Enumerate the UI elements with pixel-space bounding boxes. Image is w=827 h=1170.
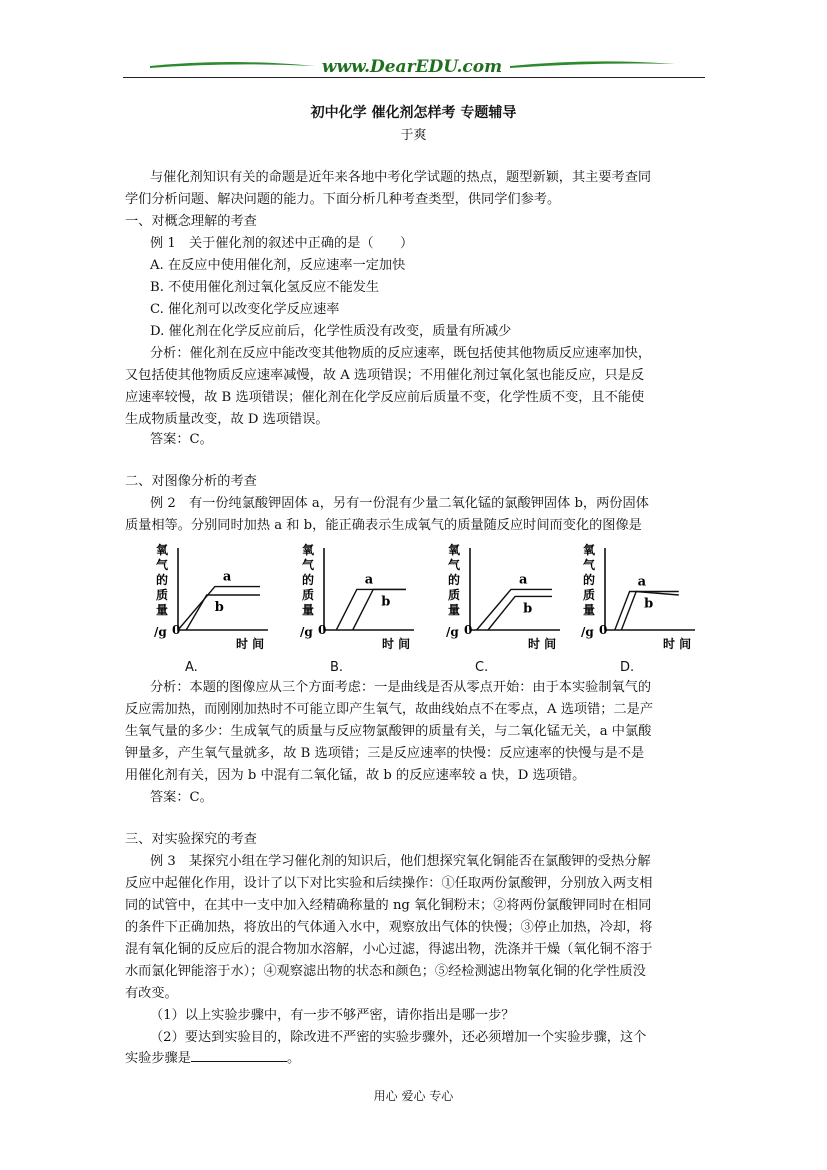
y-label-char: 气	[155, 558, 169, 572]
intro-line: 与催化剂知识有关的命题是近年来各地中考化学试题的热点，题型新颖，其主要考查同	[150, 170, 652, 185]
series-label-b: b	[644, 596, 654, 612]
question: 例 1 关于催化剂的叙述中正确的是（ ）	[150, 236, 414, 251]
series-line-b	[353, 589, 406, 630]
x-axis-label: 时 间	[382, 637, 411, 651]
answer-prompt: 实验步骤是	[125, 1051, 191, 1066]
y-label-char: 质	[582, 588, 596, 602]
series-line-a	[336, 589, 406, 630]
question: 有改变。	[125, 986, 178, 1001]
y-label-char: 氧	[582, 543, 596, 557]
section-heading: 一、对概念理解的考查	[125, 214, 257, 229]
origin-label: 0	[599, 623, 608, 637]
series-label-a: a	[364, 572, 374, 588]
y-label-char: 质	[155, 588, 169, 602]
chart-option-label: A.	[185, 660, 198, 675]
origin-label: 0	[464, 623, 473, 637]
x-axis-label: 时 间	[236, 637, 265, 651]
end-mark: 。	[286, 1051, 301, 1066]
intro-line: 学们分析问题、解决问题的能力。下面分析几种考查类型，供同学们参考。	[125, 192, 561, 207]
series-label-b: b	[214, 600, 224, 615]
y-label-char: 气	[447, 558, 461, 572]
y-label-char: 的	[155, 573, 169, 587]
y-label-char: 量	[447, 603, 461, 617]
origin-label: 0	[172, 623, 181, 637]
y-label-char: 量	[301, 603, 315, 617]
y-unit: /g	[446, 625, 459, 639]
answer-blank[interactable]	[191, 1048, 287, 1062]
chart-option-label: C.	[475, 660, 489, 675]
analysis-line: 钾量多，产生氧气量就多，故 B 选项错；三是反应速率的快慢：反应速率的快慢与是不是	[125, 746, 645, 761]
x-axis-label: 时 间	[663, 637, 692, 651]
analysis-line: 分析：本题的图像应从三个方面考虑：一是曲线是否从零点开始：由于本实验制氧气的	[150, 680, 652, 695]
answer: 答案：C。	[150, 790, 213, 805]
y-label-char: 质	[301, 588, 315, 602]
sub-question-2: （2）要达到实验目的，除改进不严密的实验步骤外，还必须增加一个实验步骤，这个	[150, 1030, 647, 1045]
footer: 用心 爱心 专心	[373, 1089, 454, 1103]
chart-b	[296, 540, 416, 660]
section-heading: 二、对图像分析的考查	[125, 474, 257, 489]
chart-c	[442, 540, 562, 660]
y-unit: /g	[154, 625, 167, 639]
analysis-line: 生成物质量改变，故 D 选项错误。	[125, 412, 329, 427]
header-rule	[123, 77, 705, 78]
series-label-a: a	[222, 569, 232, 585]
series-label-a: a	[519, 572, 528, 588]
analysis-line: 分析：催化剂在反应中能改变其他物质的反应速率，既包括使其他物质反应速率加快，	[150, 346, 652, 361]
y-label-char: 氧	[155, 543, 169, 557]
option: C. 催化剂可以改变化学反应速率	[150, 302, 340, 317]
series-label-b: b	[381, 594, 391, 610]
y-label-char: 气	[582, 558, 596, 572]
chart-d	[577, 540, 697, 660]
question: 反应中起催化作用，设计了以下对比实验和后续操作：①任取两份氯酸钾，分别放入两支相	[125, 876, 653, 891]
analysis-line: 用催化剂有关，因为 b 中混有二氧化锰，故 b 的反应速率较 a 快，D 选项错。	[125, 768, 586, 783]
question: 质量相等。分别同时加热 a 和 b，能正确表示生成氧气的质量随反应时间而变化的图像是	[125, 518, 642, 533]
option: A. 在反应中使用催化剂，反应速率一定加快	[150, 258, 406, 273]
sub-question-2-cont	[125, 1048, 300, 1069]
y-unit: /g	[581, 625, 594, 639]
series-line-a	[477, 589, 552, 630]
question: 例 3 某探究小组在学习催化剂的知识后，他们想探究氧化铜能否在氯酸钾的受热分解	[150, 854, 651, 869]
origin-label: 0	[318, 623, 327, 637]
author: 于爽	[400, 128, 427, 143]
section-heading: 三、对实验探究的考查	[125, 832, 257, 847]
y-label-char: 的	[301, 573, 315, 587]
y-label-char: 气	[301, 558, 315, 572]
question: 例 2 有一份纯氯酸钾固体 a，另有一份混有少量二氧化锰的氯酸钾固体 b，两份固体	[150, 496, 649, 511]
question: 混有氧化铜的反应后的混合物加水溶解，小心过滤，得滤出物，洗涤并干燥（氧化铜不溶于	[125, 942, 653, 957]
analysis-line: 又包括使其他物质反应速率减慢，故 A 选项错误；不用催化剂过氧化氢也能反应，只是反	[125, 368, 645, 383]
y-label-char: 的	[447, 573, 461, 587]
analysis-line: 应速率较慢，故 B 选项错误；催化剂在化学反应前后质量不变，化学性质不变，且不能使	[125, 390, 645, 405]
chart-a	[150, 540, 270, 660]
series-label-a: a	[637, 574, 647, 590]
question: 水而氯化钾能溶于水）；④观察滤出物的状态和颜色；⑤经检测滤出物氧化铜的化学性质没	[125, 964, 646, 979]
y-label-char: 量	[155, 603, 169, 617]
question: 的条件下正确加热，将放出的气体通入水中，观察放出气体的快慢；③停止加热，冷却，将	[125, 920, 653, 935]
answer: 答案：C。	[150, 432, 213, 447]
site-logo	[150, 56, 675, 78]
series-label-b: b	[523, 601, 533, 617]
y-label-char: 量	[582, 603, 596, 617]
sub-question-1: （1）以上实验步骤中，有一步不够严密，请你指出是哪一步？	[150, 1008, 515, 1023]
chart-option-label: B.	[330, 660, 344, 675]
y-label-char: 质	[447, 588, 461, 602]
option: B. 不使用催化剂过氧化氢反应不能发生	[150, 280, 380, 295]
page-title: 初中化学 催化剂怎样考 专题辅导	[310, 105, 517, 121]
analysis-line: 生氧气量的多少：生成氧气的质量与反应物氯酸钾的质量有关，与二氧化锰无关，a 中氯酸	[125, 724, 652, 739]
logo-text: www.DearEDU.com	[321, 57, 503, 77]
series-line-b	[488, 596, 552, 630]
x-axis-label: 时 间	[528, 637, 557, 651]
y-label-char: 的	[582, 573, 596, 587]
analysis-line: 反应需加热，而刚刚加热时不可能立即产生氧气，故曲线始点不在零点，A 选项错；二是产	[125, 702, 654, 717]
option: D. 催化剂在化学反应前后，化学性质没有改变，质量有所减少	[150, 324, 512, 339]
y-label-char: 氧	[447, 543, 461, 557]
chart-option-label: D.	[620, 660, 635, 675]
y-label-char: 氧	[301, 543, 315, 557]
y-unit: /g	[300, 625, 313, 639]
question: 同的试管中，在其中一支中加入经精确称量的 ng 氧化铜粉末；②将两份氯酸钾同时在相同	[125, 898, 652, 913]
